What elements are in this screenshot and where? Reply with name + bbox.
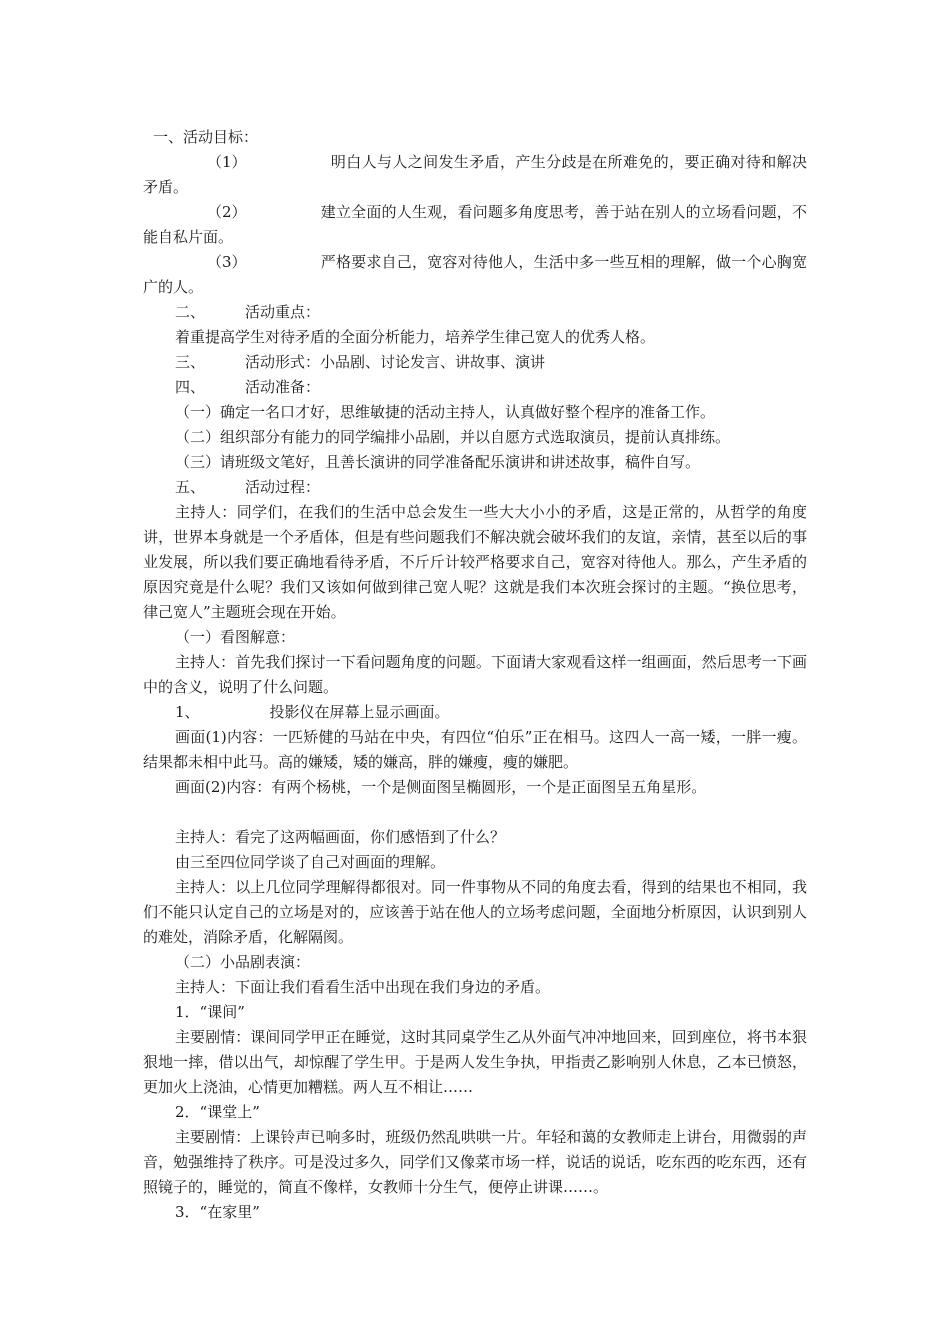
section-1-title: 一、活动目标： bbox=[153, 128, 259, 146]
step-1-text: 投影仪在屏幕上显示画面。 bbox=[269, 703, 450, 721]
step-1-number: 1、 bbox=[175, 703, 200, 721]
document-body bbox=[143, 125, 807, 1225]
objective-3-text: 严格要求自己，宽容对待他人，生活中多一些互相的理解，做一个心胸宽广的人。 bbox=[143, 253, 807, 296]
objective-1 bbox=[143, 150, 807, 200]
objective-2-text: 建立全面的人生观，看问题多角度思考，善于站在别人的立场看问题，不能自私片面。 bbox=[143, 203, 807, 246]
section-5-heading bbox=[143, 475, 807, 500]
objective-3-number: （3） bbox=[207, 253, 247, 271]
section-2-number: 二、 bbox=[175, 303, 206, 321]
skit-3-title: 3．“在家里” bbox=[175, 1203, 260, 1221]
picture-2-description: 画面(2)内容：有两个杨桃，一个是侧面图呈椭圆形，一个是正面图呈五角星形。 bbox=[175, 778, 707, 796]
section-1-heading bbox=[143, 125, 807, 150]
section-2-body: 着重提高学生对待矛盾的全面分析能力，培养学生律己宽人的优秀人格。 bbox=[175, 328, 656, 346]
section-3-number: 三、 bbox=[175, 353, 206, 371]
preparation-item-2: （二）组织部分有能力的同学编排小品剧，并以自愿方式选取演员，提前认真排练。 bbox=[175, 428, 731, 446]
objective-2-number: （2） bbox=[207, 203, 247, 221]
students-response: 由三至四位同学谈了自己对画面的理解。 bbox=[175, 853, 446, 871]
preparation-item-1: （一）确定一名口才好，思维敏捷的活动主持人，认真做好整个程序的准备工作。 bbox=[175, 403, 716, 421]
section-4-title: 活动准备： bbox=[245, 378, 321, 396]
section-4-heading bbox=[143, 375, 807, 400]
skit-2-title: 2．“课堂上” bbox=[175, 1103, 260, 1121]
preparation-item-3: （三）请班级文笔好，且善长演讲的同学准备配乐演讲和讲述故事，稿件自写。 bbox=[175, 453, 701, 471]
picture-1-description: 画面(1)内容：一匹矫健的马站在中央，有四位“伯乐”正在相马。这四人一高一矮，一胖一瘦。结果都未相中此马。高的嫌矮，矮的嫌高，胖的嫌瘦，瘦的嫌肥。 bbox=[143, 728, 807, 771]
skit-2-plot: 主要剧情：上课铃声已响多时，班级仍然乱哄哄一片。年轻和蔼的女教师走上讲台，用微弱的声音，勉强维持了秩序。可是没过多久，同学们又像菜市场一样，说话的说话，吃东西的吃东西，还有照镜子的，睡觉的，简直不像样，女教师十分生气，便停止讲课……。 bbox=[143, 1128, 807, 1196]
section-3-heading bbox=[143, 350, 807, 375]
section-2-heading bbox=[143, 300, 807, 325]
objective-2 bbox=[143, 200, 807, 250]
section-3-title: 活动形式：小品剧、讨论发言、讲故事、演讲 bbox=[245, 353, 546, 371]
host-part-1-paragraph: 主持人：首先我们探讨一下看问题角度的问题。下面请大家观看这样一组画面，然后思考一下画中的含义，说明了什么问题。 bbox=[143, 653, 807, 696]
objective-1-number: （1） bbox=[207, 153, 247, 171]
objective-3 bbox=[143, 250, 807, 300]
section-5-number: 五、 bbox=[175, 478, 206, 496]
objective-1-text: 明白人与人之间发生矛盾，产生分歧是在所难免的，要正确对待和解决矛盾。 bbox=[143, 153, 807, 196]
section-2-title: 活动重点： bbox=[245, 303, 321, 321]
skit-1-title: 1．“课间” bbox=[175, 1003, 245, 1021]
host-question: 主持人：看完了这两幅画面，你们感悟到了什么？ bbox=[175, 828, 506, 846]
host-intro-paragraph: 主持人：同学们，在我们的生活中总会发生一些大大小小的矛盾，这是正常的，从哲学的角度讲，世界本身就是一个矛盾体，但是有些问题我们不解决就会破坏我们的友谊，亲情，甚至以后的事业发展，所以我们要正确地看待矛盾，不斤斤计较严格要求自己，宽容对待他人。那么，产生矛盾的原因究竟是什么呢？我们又该如何做到律己宽人呢？这就是我们本次班会探讨的主题。“换位思考，律己宽人”主题班会现在开始。 bbox=[143, 503, 807, 621]
host-part-2-paragraph: 主持人：下面让我们看看生活中出现在我们身边的矛盾。 bbox=[175, 978, 551, 996]
part-1-heading: （一）看图解意： bbox=[175, 628, 296, 646]
step-1 bbox=[143, 700, 807, 725]
blank-line bbox=[143, 800, 807, 825]
host-summary-paragraph: 主持人：以上几位同学理解得都很对。同一件事物从不同的角度去看，得到的结果也不相同，我们不能只认定自己的立场是对的，应该善于站在他人的立场考虑问题，全面地分析原因，认识到别人的难处，消除矛盾，化解隔阂。 bbox=[143, 878, 807, 946]
section-4-number: 四、 bbox=[175, 378, 206, 396]
part-2-heading: （二）小品剧表演： bbox=[175, 953, 311, 971]
section-5-title: 活动过程： bbox=[245, 478, 321, 496]
skit-1-plot: 主要剧情：课间同学甲正在睡觉，这时其同桌学生乙从外面气冲冲地回来，回到座位，将书本狠狠地一摔，借以出气，却惊醒了学生甲。于是两人发生争执，甲指责乙影响别人休息，乙本已愤怒，更加火上浇油，心情更加糟糕。两人互不相让…… bbox=[143, 1028, 807, 1096]
